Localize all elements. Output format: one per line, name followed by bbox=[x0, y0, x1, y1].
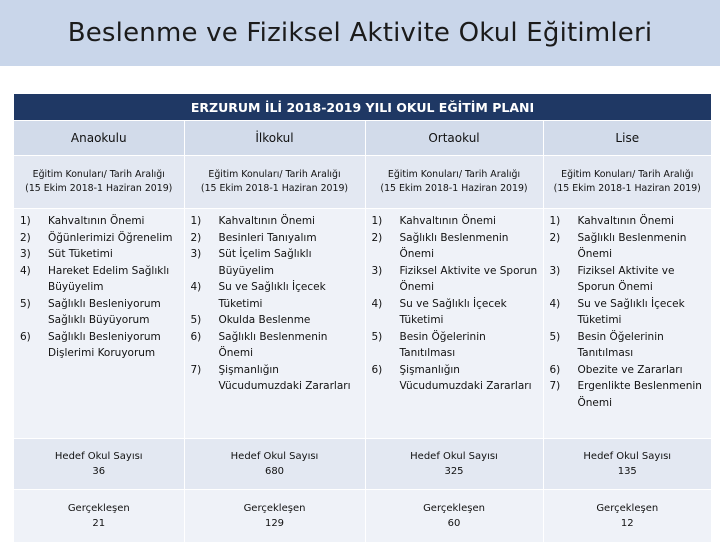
topic-text: Ergenlikte Beslenmenin Önemi bbox=[570, 378, 712, 411]
topic-number: 5) bbox=[544, 329, 570, 362]
topic-number: 4) bbox=[185, 279, 211, 312]
topic-item bbox=[185, 279, 365, 312]
topic-number: 6) bbox=[366, 362, 392, 395]
target-label: Hedef Okul Sayısı bbox=[185, 449, 365, 464]
topics-cell bbox=[184, 209, 365, 439]
table-title: ERZURUM İLİ 2018-2019 YILI OKUL EĞİTİM PLANI bbox=[14, 94, 711, 121]
topic-number: 7) bbox=[185, 362, 211, 395]
topic-text: Hareket Edelim Sağlıklı Büyüyelim bbox=[40, 263, 184, 296]
topic-item bbox=[544, 378, 712, 411]
target-cell bbox=[14, 439, 184, 490]
topic-item bbox=[544, 362, 712, 379]
topic-text: Kahvaltının Önemi bbox=[211, 213, 365, 230]
target-value: 325 bbox=[366, 464, 543, 479]
column-header-ortaokul: Ortaokul bbox=[365, 121, 543, 156]
topic-number: 6) bbox=[14, 329, 40, 362]
table-row-target bbox=[14, 439, 711, 490]
topic-text: Sağlıklı Beslenmenin Önemi bbox=[570, 230, 712, 263]
target-value: 135 bbox=[544, 464, 712, 479]
table-row-date-range bbox=[14, 156, 711, 209]
date-range-cell bbox=[14, 156, 184, 209]
topic-number: 1) bbox=[544, 213, 570, 230]
target-value: 36 bbox=[14, 464, 184, 479]
column-header-row bbox=[14, 121, 711, 156]
topic-text: Kahvaltının Önemi bbox=[40, 213, 184, 230]
topic-item bbox=[366, 329, 543, 362]
topic-text: Obezite ve Zararları bbox=[570, 362, 712, 379]
date-range-label: Eğitim Konuları/ Tarih Aralığı bbox=[14, 168, 184, 182]
topic-item bbox=[366, 362, 543, 395]
topic-item bbox=[185, 329, 365, 362]
topic-number: 2) bbox=[544, 230, 570, 263]
topic-item bbox=[544, 213, 712, 230]
topic-item bbox=[185, 213, 365, 230]
topics-cell bbox=[365, 209, 543, 439]
actual-cell bbox=[543, 490, 711, 542]
target-label: Hedef Okul Sayısı bbox=[14, 449, 184, 464]
topic-number: 7) bbox=[544, 378, 570, 411]
actual-cell bbox=[14, 490, 184, 542]
actual-value: 12 bbox=[544, 516, 712, 531]
topics-cell bbox=[14, 209, 184, 439]
column-header-ilkokul: İlkokul bbox=[184, 121, 365, 156]
school-training-plan-table bbox=[14, 94, 711, 542]
actual-cell bbox=[365, 490, 543, 542]
actual-value: 21 bbox=[14, 516, 184, 531]
topic-text: Kahvaltının Önemi bbox=[392, 213, 543, 230]
topic-number: 3) bbox=[14, 246, 40, 263]
topic-number: 3) bbox=[185, 246, 211, 279]
topic-number: 3) bbox=[366, 263, 392, 296]
date-range-cell bbox=[543, 156, 711, 209]
target-value: 680 bbox=[185, 464, 365, 479]
date-range-dates: (15 Ekim 2018-1 Haziran 2019) bbox=[544, 182, 712, 196]
slide-title: Beslenme ve Fiziksel Aktivite Okul Eğitimleri bbox=[68, 18, 653, 48]
topic-number: 5) bbox=[185, 312, 211, 329]
table-row-actual bbox=[14, 490, 711, 542]
topic-item bbox=[544, 329, 712, 362]
topic-text: Sağlıklı Beslenmenin Önemi bbox=[211, 329, 365, 362]
target-cell bbox=[365, 439, 543, 490]
topic-text: Sağlıklı Beslenmenin Önemi bbox=[392, 230, 543, 263]
topic-item bbox=[185, 312, 365, 329]
topic-text: Kahvaltının Önemi bbox=[570, 213, 712, 230]
topic-number: 4) bbox=[544, 296, 570, 329]
topic-item bbox=[14, 246, 184, 263]
topic-text: Besin Öğelerinin Tanıtılması bbox=[570, 329, 712, 362]
topic-text: Fiziksel Aktivite ve Sporun Önemi bbox=[392, 263, 543, 296]
column-header-anaokulu: Anaokulu bbox=[14, 121, 184, 156]
target-label: Hedef Okul Sayısı bbox=[544, 449, 712, 464]
topic-text: Süt İçelim Sağlıklı Büyüyelim bbox=[211, 246, 365, 279]
actual-label: Gerçekleşen bbox=[185, 501, 365, 516]
topic-item bbox=[14, 296, 184, 329]
topic-number: 6) bbox=[544, 362, 570, 379]
date-range-dates: (15 Ekim 2018-1 Haziran 2019) bbox=[185, 182, 365, 196]
topic-text: Su ve Sağlıklı İçecek Tüketimi bbox=[392, 296, 543, 329]
topic-number: 2) bbox=[185, 230, 211, 247]
topics-cell bbox=[543, 209, 711, 439]
date-range-cell bbox=[365, 156, 543, 209]
topic-text: Öğünlerimizi Öğrenelim bbox=[40, 230, 184, 247]
actual-label: Gerçekleşen bbox=[366, 501, 543, 516]
actual-value: 129 bbox=[185, 516, 365, 531]
topic-number: 5) bbox=[366, 329, 392, 362]
date-range-label: Eğitim Konuları/ Tarih Aralığı bbox=[366, 168, 543, 182]
topic-item bbox=[185, 362, 365, 395]
topic-item bbox=[14, 230, 184, 247]
topic-item bbox=[544, 296, 712, 329]
topic-list bbox=[14, 213, 184, 362]
date-range-label: Eğitim Konuları/ Tarih Aralığı bbox=[544, 168, 712, 182]
topic-text: Şişmanlığın Vücudumuzdaki Zararları bbox=[392, 362, 543, 395]
topic-item bbox=[185, 230, 365, 247]
topic-item bbox=[366, 230, 543, 263]
topic-text: Şişmanlığın Vücudumuzdaki Zararları bbox=[211, 362, 365, 395]
topic-number: 2) bbox=[14, 230, 40, 247]
actual-label: Gerçekleşen bbox=[14, 501, 184, 516]
slide-title-band bbox=[0, 0, 720, 66]
topic-item bbox=[14, 263, 184, 296]
topic-number: 4) bbox=[14, 263, 40, 296]
topic-number: 5) bbox=[14, 296, 40, 329]
topic-item bbox=[366, 213, 543, 230]
topic-text: Okulda Beslenme bbox=[211, 312, 365, 329]
topic-list bbox=[185, 213, 365, 395]
topic-item bbox=[544, 263, 712, 296]
topic-number: 3) bbox=[544, 263, 570, 296]
topic-text: Besin Öğelerinin Tanıtılması bbox=[392, 329, 543, 362]
topic-number: 6) bbox=[185, 329, 211, 362]
actual-label: Gerçekleşen bbox=[544, 501, 712, 516]
topic-item bbox=[366, 263, 543, 296]
topic-text: Süt Tüketimi bbox=[40, 246, 184, 263]
topic-item bbox=[366, 296, 543, 329]
table-row-topics bbox=[14, 209, 711, 439]
topic-text: Fiziksel Aktivite ve Sporun Önemi bbox=[570, 263, 712, 296]
target-cell bbox=[184, 439, 365, 490]
topic-text: Sağlıklı Besleniyorum Dişlerimi Koruyorum bbox=[40, 329, 184, 362]
topic-text: Su ve Sağlıklı İçecek Tüketimi bbox=[570, 296, 712, 329]
date-range-label: Eğitim Konuları/ Tarih Aralığı bbox=[185, 168, 365, 182]
target-cell bbox=[543, 439, 711, 490]
topic-number: 1) bbox=[14, 213, 40, 230]
column-header-lise: Lise bbox=[543, 121, 711, 156]
target-label: Hedef Okul Sayısı bbox=[366, 449, 543, 464]
date-range-dates: (15 Ekim 2018-1 Haziran 2019) bbox=[14, 182, 184, 196]
date-range-cell bbox=[184, 156, 365, 209]
topic-number: 1) bbox=[185, 213, 211, 230]
topic-item bbox=[14, 329, 184, 362]
actual-value: 60 bbox=[366, 516, 543, 531]
topic-list bbox=[544, 213, 712, 411]
topic-text: Sağlıklı Besleniyorum Sağlıklı Büyüyorum bbox=[40, 296, 184, 329]
topic-item bbox=[14, 213, 184, 230]
topic-item bbox=[185, 246, 365, 279]
topic-text: Su ve Sağlıklı İçecek Tüketimi bbox=[211, 279, 365, 312]
topic-text: Besinleri Tanıyalım bbox=[211, 230, 365, 247]
topic-number: 2) bbox=[366, 230, 392, 263]
actual-cell bbox=[184, 490, 365, 542]
date-range-dates: (15 Ekim 2018-1 Haziran 2019) bbox=[366, 182, 543, 196]
topic-list bbox=[366, 213, 543, 395]
topic-number: 4) bbox=[366, 296, 392, 329]
topic-item bbox=[544, 230, 712, 263]
topic-number: 1) bbox=[366, 213, 392, 230]
